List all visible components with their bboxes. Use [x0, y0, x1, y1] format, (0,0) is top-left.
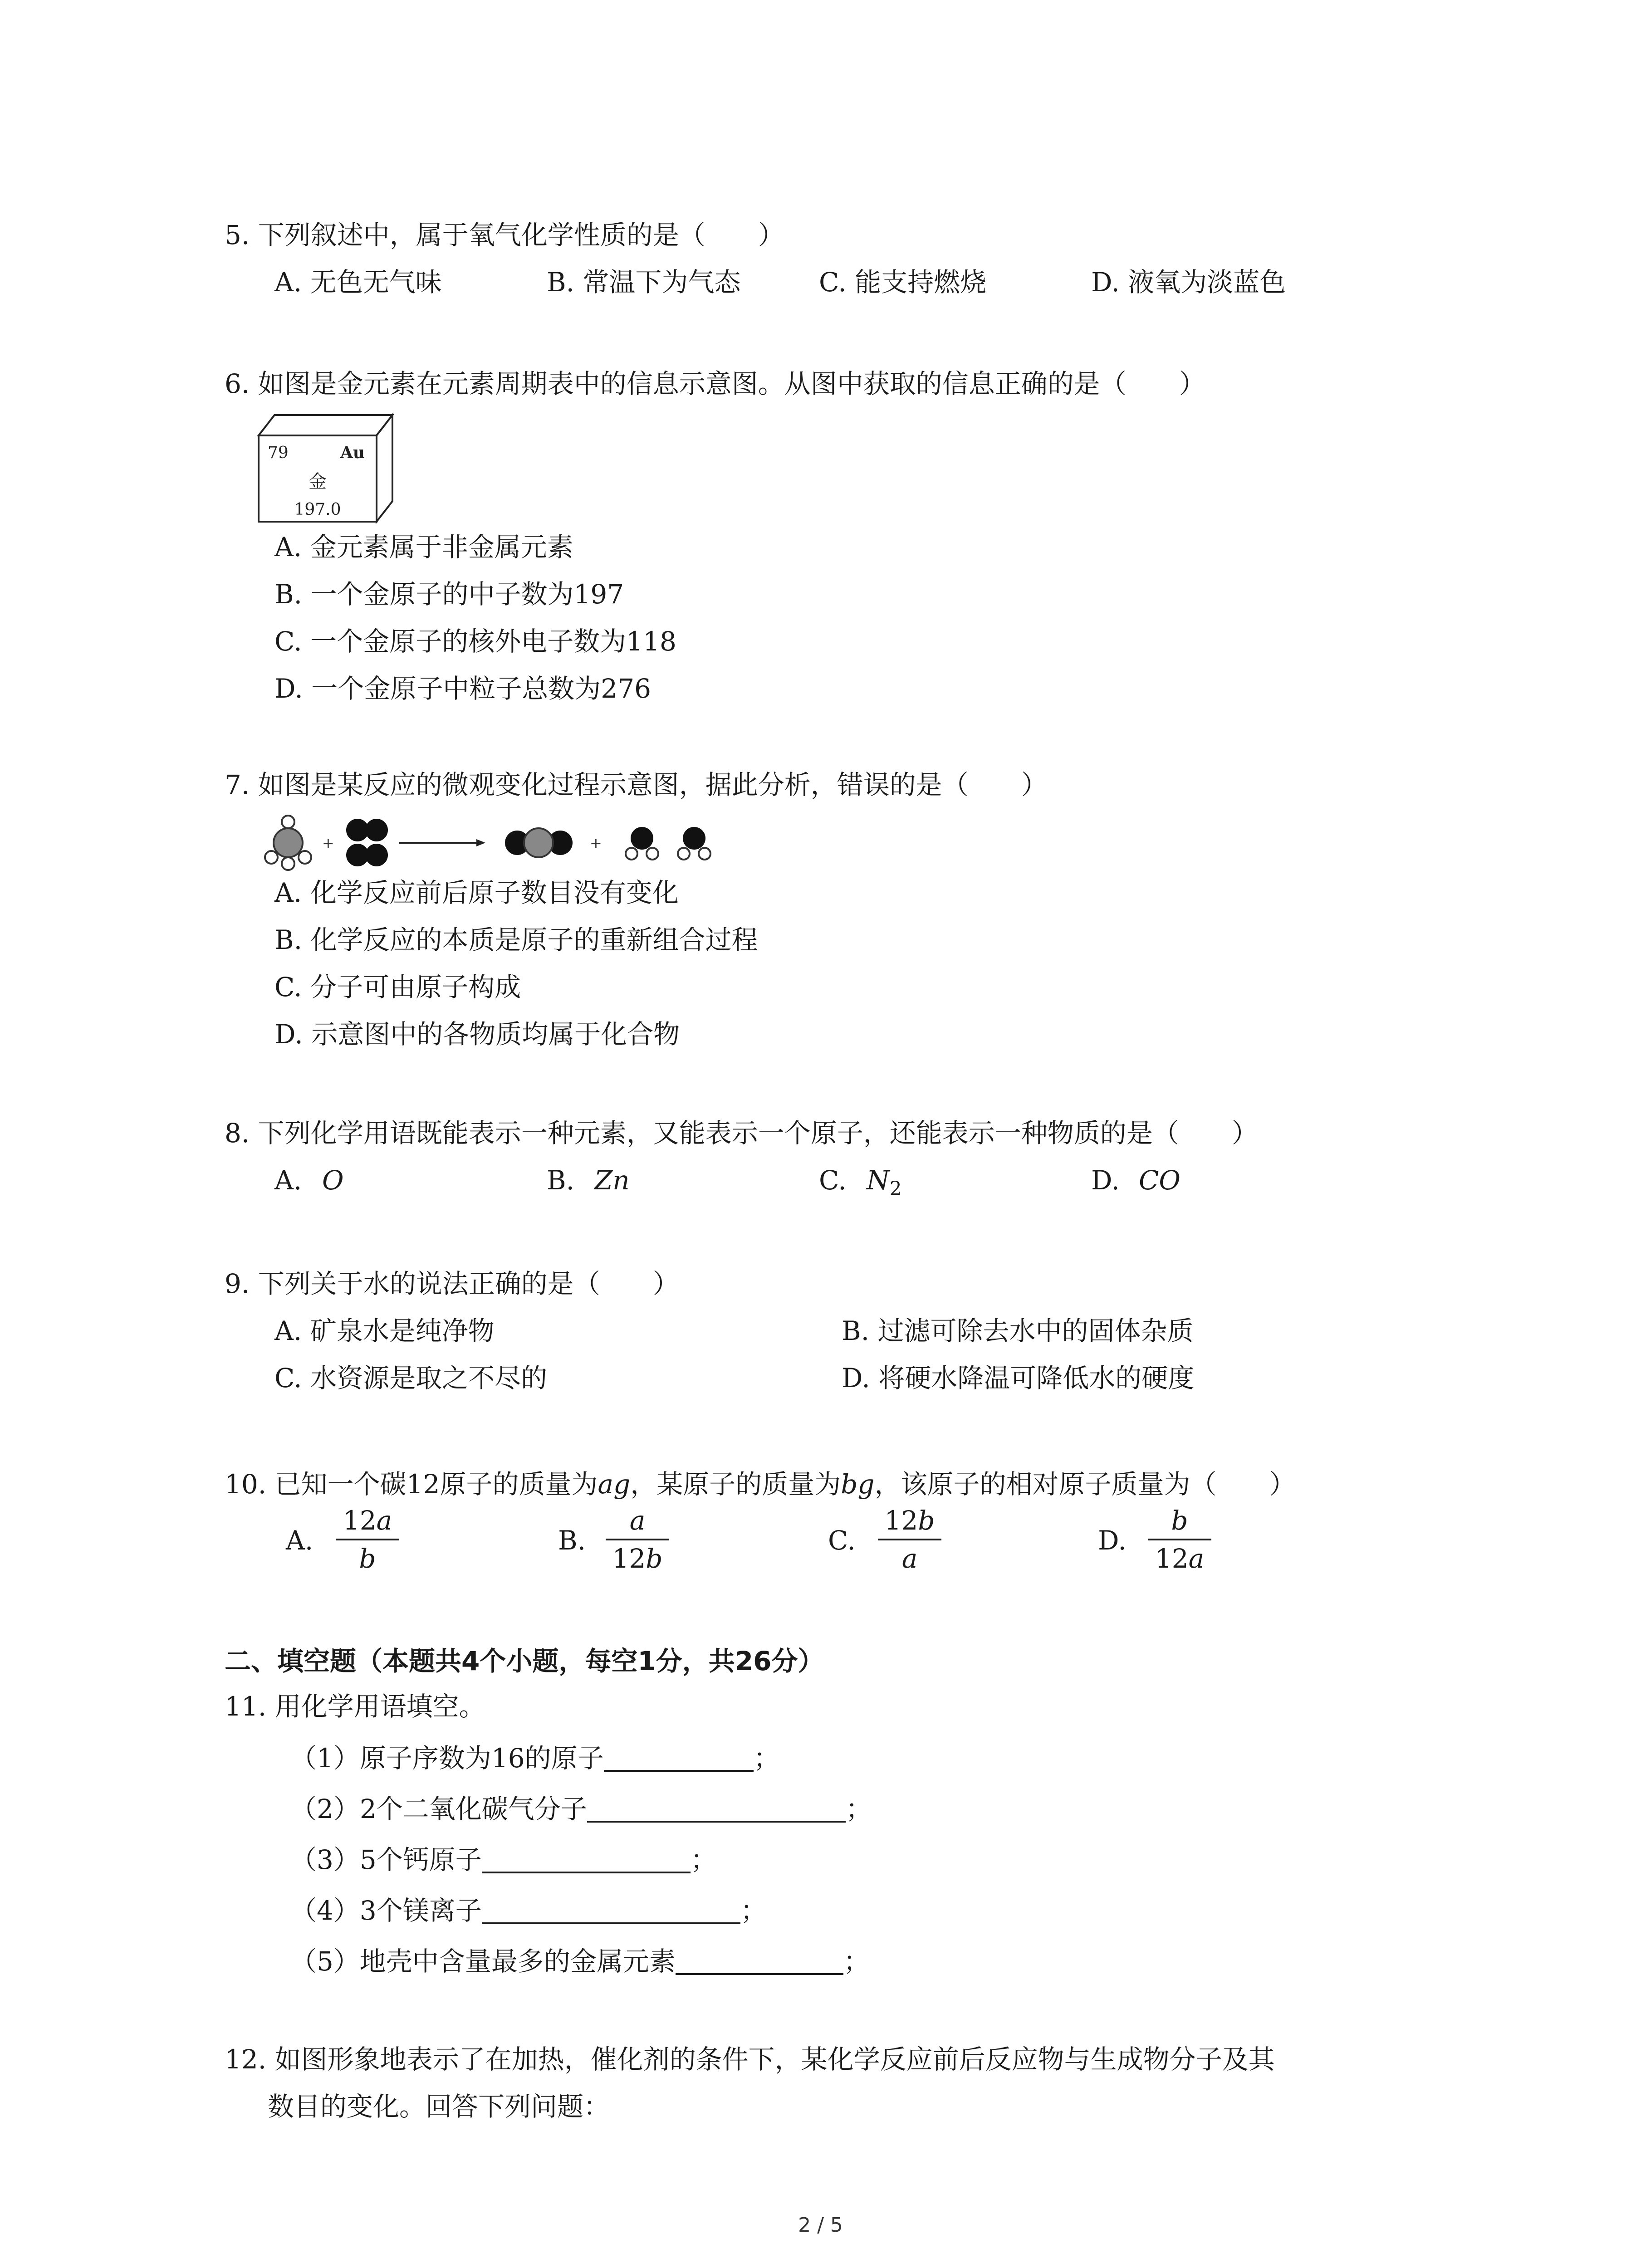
product-molecule-1: [505, 828, 573, 857]
section-2-heading: 二、填空题（本题共4个小题，每空1分，共26分）: [225, 1646, 824, 1677]
reaction-diagram: [263, 812, 740, 873]
card-name: 金: [309, 471, 327, 492]
answer-blank-3[interactable]: [482, 1846, 691, 1873]
q12-stem-line-2: 数目的变化。回答下列问题：: [268, 2091, 610, 2122]
q5-option-d: D. 液氧为淡蓝色: [1091, 267, 1286, 298]
q8-option-c: C. $N_2$: [819, 1165, 902, 1200]
q9-stem: 9. 下列关于水的说法正确的是（ ）: [225, 1268, 679, 1299]
q10-stem: 10. 已知一个碳12原子的质量为ag，某原子的质量为bg，该原子的相对原子质量为（ ）: [225, 1469, 1296, 1500]
q6-option-b: B. 一个金原子的中子数为197: [274, 579, 624, 610]
q11-item-4: （4）3个镁离子 ；: [290, 1895, 767, 1926]
q10-option-a-key: A.: [286, 1525, 314, 1556]
gold-element-card: [254, 408, 404, 526]
q7-option-a: A. 化学反应前后原子数目没有变化: [274, 877, 679, 908]
q11-item-2: （2）2个二氧化碳气分子 ；: [290, 1794, 872, 1824]
card-mass: 197.0: [294, 500, 341, 519]
card-atomic-number: 79: [268, 444, 289, 462]
q10-option-a-fraction: 12a b: [336, 1504, 399, 1575]
q5-option-c: C. 能支持燃烧: [819, 267, 987, 298]
q8-option-a: A. O: [274, 1165, 344, 1196]
q6-stem: 6. 如图是金元素在元素周期表中的信息示意图。从图中获取的信息正确的是（ ）: [225, 368, 1205, 399]
q10-option-b-key: B.: [558, 1525, 586, 1556]
q10-option-b-fraction: a 12b: [606, 1504, 669, 1575]
reactant-molecule-2: [346, 819, 388, 866]
answer-blank-1[interactable]: [604, 1745, 754, 1772]
answer-blank-2[interactable]: [587, 1795, 846, 1823]
q8-option-d: D. CO: [1091, 1165, 1181, 1196]
q5-stem: 5. 下列叙述中，属于氧气化学性质的是（ ）: [225, 220, 784, 250]
q8-stem: 8. 下列化学用语既能表示一种元素，又能表示一个原子，还能表示一种物质的是（ ）: [225, 1118, 1258, 1149]
q7-option-d: D. 示意图中的各物质均属于化合物: [274, 1019, 680, 1050]
q9-option-c: C. 水资源是取之不尽的: [274, 1363, 548, 1393]
q10-option-d-key: D.: [1098, 1525, 1127, 1556]
q10-option-c-key: C.: [828, 1525, 856, 1556]
q8-option-b: B. Zn: [547, 1165, 630, 1196]
answer-blank-5[interactable]: [676, 1948, 843, 1975]
q10-option-c-fraction: 12b a: [878, 1504, 941, 1575]
plus-sign-1: +: [322, 835, 334, 852]
q9-option-d: D. 将硬水降温可降低水的硬度: [842, 1363, 1195, 1393]
product-molecule-2: [626, 827, 710, 860]
card-symbol: Au: [340, 443, 365, 462]
q9-option-b: B. 过滤可除去水中的固体杂质: [842, 1315, 1194, 1346]
q5-option-b: B. 常温下为气态: [547, 267, 741, 298]
q7-option-b: B. 化学反应的本质是原子的重新组合过程: [274, 924, 758, 955]
q6-option-c: C. 一个金原子的核外电子数为118: [274, 626, 676, 657]
q11-stem: 11. 用化学用语填空。: [225, 1691, 485, 1722]
answer-blank-4[interactable]: [482, 1897, 740, 1924]
q12-stem-line-1: 12. 如图形象地表示了在加热，催化剂的条件下，某化学反应前后反应物与生成物分子及其: [225, 2044, 1275, 2075]
q11-item-5: （5）地壳中含量最多的金属元素 ；: [290, 1946, 870, 1977]
q5-option-a: A. 无色无气味: [274, 267, 442, 298]
q6-option-a: A. 金元素属于非金属元素: [274, 532, 573, 562]
q7-option-c: C. 分子可由原子构成: [274, 972, 521, 1002]
reactant-molecule-1: [265, 816, 311, 870]
page-number: 2 / 5: [798, 2214, 843, 2237]
q7-stem: 7. 如图是某反应的微观变化过程示意图，据此分析，错误的是（ ）: [225, 769, 1048, 800]
q11-item-1: （1）原子序数为16的原子 ；: [290, 1743, 780, 1774]
q10-option-d-fraction: b 12a: [1148, 1504, 1211, 1575]
plus-sign-2: +: [590, 835, 602, 852]
q11-item-3: （3）5个钙原子 ；: [290, 1844, 717, 1875]
q6-option-d: D. 一个金原子中粒子总数为276: [274, 673, 652, 704]
q9-option-a: A. 矿泉水是纯净物: [274, 1315, 495, 1346]
